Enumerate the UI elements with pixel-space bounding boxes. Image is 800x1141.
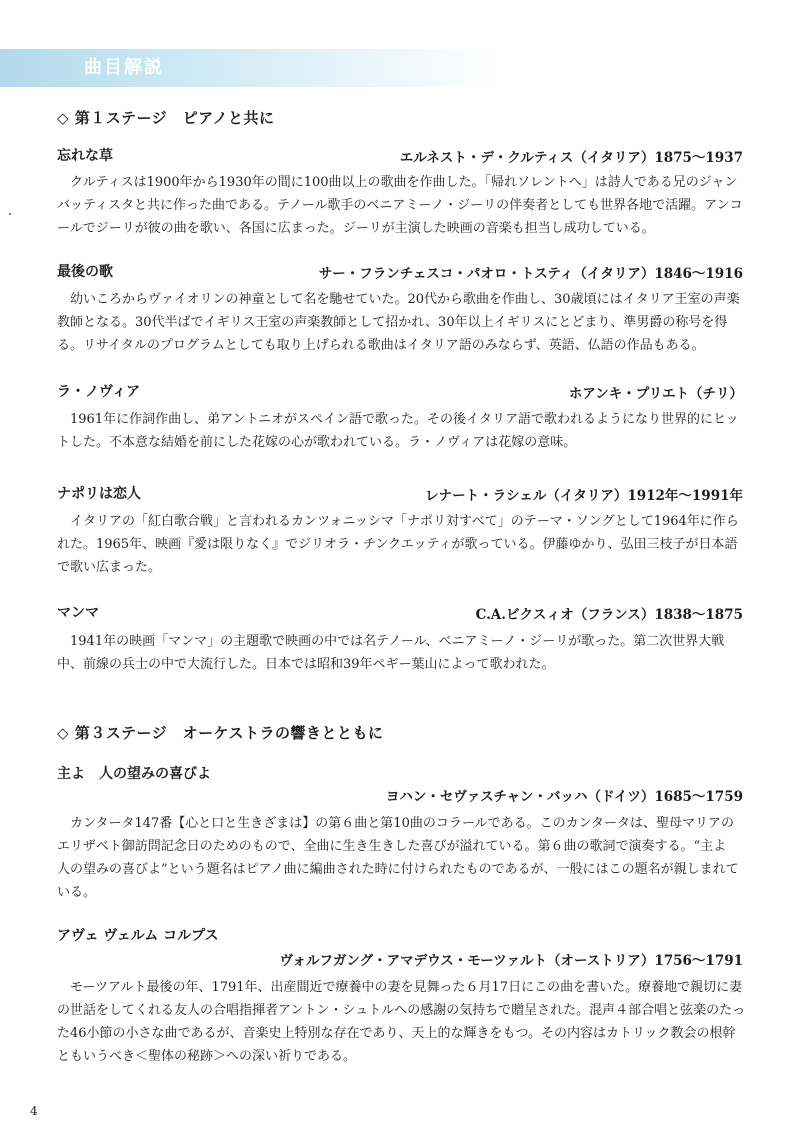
song-description: モーツアルト最後の年、1791年、出産間近で療養中の妻を見舞った６月17日にこの曲を書いた。療養地で親切に妻の世話をしてくれる友人の合唱指揮者アントン・シュトルへの感謝の気持ちで贈呈された。混声４部合唱と弦楽のたった46小節の小さな曲であるが、音楽史上特別な存在であり、天上的な輝きをもつ。その内容はカトリック教会の根幹ともいうべき＜聖体の秘跡＞への深い祈りである。 xyxy=(57,980,746,1064)
song-composer: レナート・ラシェル（イタリア）1912年〜1991年 xyxy=(425,488,743,504)
song-composer: サー・フランチェスコ・パオロ・トスティ（イタリア）1846〜1916 xyxy=(318,266,743,282)
stage3-heading: ◇ 第３ステージ オーケストラの響きとともに xyxy=(57,724,384,742)
song-composer: ホアンキ・プリエト（チリ） xyxy=(568,386,743,402)
stage1-heading: ◇ 第１ステージ ピアノと共に xyxy=(57,109,275,127)
song-title: アヴェ ヴェルム コルプス xyxy=(57,928,219,944)
song-composer: ヨハン・セヴァスチャン・バッハ（ドイツ）1685〜1759 xyxy=(385,789,743,805)
song-description: 幼いころからヴァイオリンの神童として名を馳せていた。20代から歌曲を作曲し、30歳頃にはイタリア王室の声楽教師となる。30代半ばでイギリス王室の声楽教師として招かれ、30年以上イギリスにとどまり、準男爵の称号を得る。リサイタルのプログラムとしても取り上げられる歌曲はイタリア語のみならず、英語、仏語の作品もある。 xyxy=(57,292,740,353)
song-description: イタリアの「紅白歌合戦」と言われるカンツォニッシマ「ナポリ対すべて」のテーマ・ソングとして1964年に作られた。1965年、映画『愛は限りなく』でジリオラ・チンクエッティが歌っている。伊藤ゆかり、弘田三枝子が日本語で歌い広まった。 xyxy=(57,514,739,575)
song-description: 1941年の映画「マンマ」の主題歌で映画の中では名テノール、ベニアミーノ・ジーリが歌った。第二次世界大戦中、前線の兵士の中で大流行した。日本では昭和39年ペギー葉山によって歌われた。 xyxy=(57,634,725,672)
song-composer: C.A.ビクスィオ（フランス）1838〜1875 xyxy=(475,607,743,623)
section-header-band xyxy=(0,49,800,87)
song-description: クルティスは1900年から1930年の間に100曲以上の歌曲を作曲した。「帰れソレントへ」は詩人である兄のジャンバッティスタと共に作った曲である。テノール歌手のベニアミーノ・ジーリの伴奏者としても世界各地で活躍。アンコールでジーリが彼の曲を歌い、各国に広まった。ジーリが主演した映画の音楽も担当し成功している。 xyxy=(57,175,743,236)
section-header-title: 曲目解説 xyxy=(84,57,164,78)
song-title: 主よ 人の望みの喜びよ xyxy=(57,766,211,782)
scan-speck xyxy=(9,213,11,215)
song-title: ナポリは恋人 xyxy=(57,486,141,502)
song-description: 1961年に作詞作曲し、弟アントニオがスペイン語で歌った。その後イタリア語で歌われるようになり世界的にヒットした。不本意な結婚を前にした花嫁の心が歌われている。ラ・ノヴィアは花嫁の意味。 xyxy=(57,412,739,450)
song-title: ラ・ノヴィア xyxy=(57,384,141,400)
song-description: カンタータ147番【心と口と生きざまは】の第６曲と第10曲のコラールである。このカンタータは、聖母マリアのエリザベト御訪問記念日のためのもので、全曲に生き生きした喜びが溢れている。第６曲の歌詞で演奏する。“主よ 人の望みの喜びよ”という題名はピアノ曲に編曲された時に付けられたものであるが、一般にはこの題名が親しまれている。 xyxy=(57,816,740,900)
song-title: 最後の歌 xyxy=(57,264,113,280)
song-title: マンマ xyxy=(57,605,99,621)
song-composer: ヴォルフガング・アマデウス・モーツァルト（オーストリア）1756〜1791 xyxy=(279,953,743,969)
song-title: 忘れな草 xyxy=(57,148,113,164)
song-composer: エルネスト・デ・クルティス（イタリア）1875〜1937 xyxy=(399,150,743,166)
page-number: 4 xyxy=(30,1104,38,1118)
